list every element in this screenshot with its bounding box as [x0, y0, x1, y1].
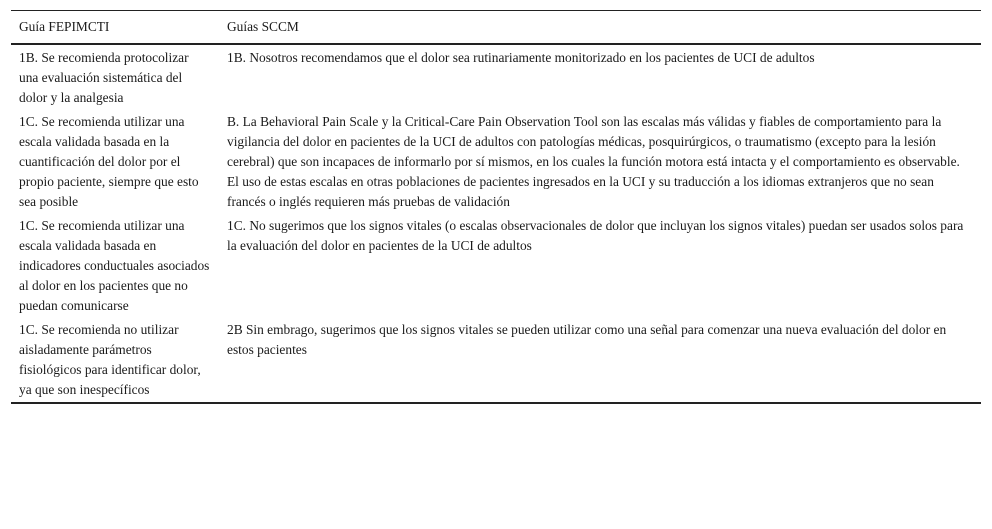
header-sccm: Guías SCCM: [227, 19, 299, 34]
cell-fepimcti: 1C. Se recomienda no utilizar aisladamente parámetros fisiológicos para identificar dolor, ya que son inespecíficos: [19, 322, 201, 397]
cell-fepimcti: 1C. Se recomienda utilizar una escala validada basada en indicadores conductuales asociados al dolor en los pacientes que no puedan comunicarse: [19, 218, 210, 313]
header-fepimcti: Guía FEPIMCTI: [19, 19, 110, 34]
cell-sccm: 1C. No sugerimos que los signos vitales (o escalas observacionales de dolor que incluyan los signos vitales) puedan ser usados solos para la evaluación del dolor en pacientes de la UCI de adultos: [227, 218, 964, 253]
cell-sccm: 1B. Nosotros recomendamos que el dolor sea rutinariamente monitorizado en los pacientes de UCI de adultos: [227, 50, 815, 65]
cell-fepimcti: 1B. Se recomienda protocolizar una evaluación sistemática del dolor y la analgesia: [19, 50, 189, 105]
cell-sccm: 2B Sin embrago, sugerimos que los signos vitales se pueden utilizar como una señal para comenzar una nueva evaluación del dolor en estos pacientes: [227, 322, 947, 357]
table-row: [11, 110, 981, 214]
table-body: [11, 44, 981, 403]
table-row: [11, 214, 981, 318]
guidelines-comparison-table: [11, 10, 981, 404]
table-row: [11, 44, 981, 110]
cell-fepimcti: 1C. Se recomienda utilizar una escala validada basada en la cuantificación del dolor por el propio paciente, siempre que esto sea posible: [19, 114, 199, 209]
table-row: [11, 318, 981, 403]
cell-sccm: B. La Behavioral Pain Scale y la Critical-Care Pain Observation Tool son las escalas más válidas y fiables de comportamiento para la vigilancia del dolor en pacientes de la UCI de adultos con patologías médicas, posquirúrgicos, o traumatismo (excepto para la lesión cerebral) que son incapaces de informarlo por sí mismos, en los cuales la función motora está intacta y el comportamiento es observable. El uso de estas escalas en otras poblaciones de pacientes ingresados en la UCI y su traducción a los idiomas extranjeros que no sean francés o inglés requieren más pruebas de validación: [227, 114, 960, 209]
table-header: [11, 11, 981, 45]
header-row: [11, 11, 981, 45]
guidelines-comparison-table-container: [11, 10, 981, 404]
